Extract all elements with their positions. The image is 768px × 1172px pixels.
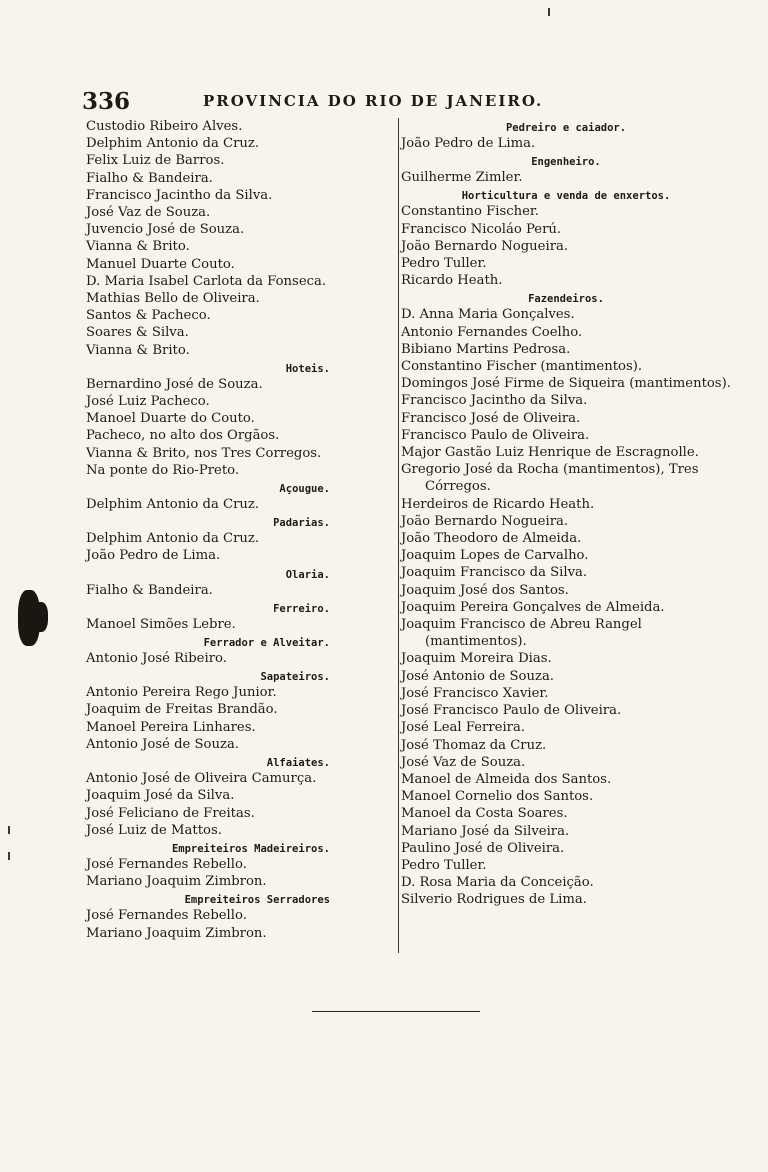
directory-entry: João Pedro de Lima. (401, 136, 536, 151)
section-heading: Hoteis. (285, 362, 330, 375)
section-heading: Olaria. (285, 568, 330, 581)
directory-entry: Francisco Jacintho da Silva. (86, 187, 273, 203)
section-heading: Horticultura e venda de enxertos. (461, 190, 671, 203)
directory-entry: Pedro Tuller. (401, 256, 487, 272)
directory-entry: Joaquim Pereira Gonçalves de Almeida. (401, 599, 665, 615)
directory-entry: Soares & Silva. (86, 325, 189, 341)
section-heading: Fazendeiros. (528, 293, 604, 306)
running-head: PROVINCIA DO RIO DE JANEIRO. (203, 92, 544, 110)
directory-entry: Delphim Antonio da Cruz. (86, 497, 260, 513)
margin-mark (548, 8, 550, 16)
directory-entry: Juvencio José de Souza. (86, 222, 245, 238)
directory-entry: Guilherme Zimler. (401, 170, 523, 186)
directory-entry: Vianna & Brito, nos Tres Corregos. (86, 445, 322, 461)
directory-entry: Vianna & Brito. (86, 342, 190, 358)
directory-entry: Delphim Antonio da Cruz. (86, 531, 260, 547)
directory-entry: Paulino José de Oliveira. (401, 840, 565, 856)
directory-entry: Francisco Paulo de Oliveira. (401, 427, 590, 443)
directory-entry: Ricardo Heath. (401, 273, 503, 289)
directory-entry: Silverio Rodrigues de Lima. (401, 892, 587, 908)
directory-entry: Francisco Jacintho da Silva. (401, 393, 588, 409)
directory-entry: Felix Luiz de Barros. (86, 153, 225, 169)
directory-entry: Joaquim Lopes de Carvalho. (401, 548, 589, 564)
directory-entry: Pedro Tuller. (401, 857, 487, 873)
directory-entry: Constantino Fischer (mantimentos). (401, 359, 643, 375)
directory-entry: José Luiz de Mattos. (86, 822, 222, 838)
directory-entry: D. Anna Maria Gonçalves. (401, 307, 575, 323)
directory-entry: Mariano Joaquim Zimbron. (86, 874, 267, 890)
right-column (401, 118, 731, 909)
directory-entry: D. Rosa Maria da Conceição. (401, 875, 594, 891)
directory-entry: Major Gastão Luiz Henrique de Escragnolle. (401, 445, 699, 461)
directory-entry: Pacheco, no alto dos Orgãos. (86, 428, 280, 444)
section-heading: Ferrador e Alveitar. (203, 637, 330, 650)
section-heading: Empreiteiros Madeireiros. (171, 842, 330, 855)
section-heading: Pedreiro e caiador. (505, 122, 627, 134)
directory-entry: Vianna & Brito. (86, 239, 190, 255)
directory-entry: Na ponte do Rio-Preto. (86, 462, 240, 478)
directory-entry: João Pedro de Lima. (86, 548, 221, 564)
directory-entry: Mariano José da Silveira. (401, 823, 570, 839)
directory-entry: Manoel da Costa Soares. (401, 806, 568, 822)
directory-entry: Antonio José Ribeiro. (86, 651, 227, 667)
directory-entry: José Vaz de Souza. (86, 205, 211, 221)
left-column (86, 118, 386, 942)
directory-entry: José Feliciano de Freitas. (86, 805, 255, 821)
section-heading: Alfaiates. (266, 757, 330, 770)
directory-entry: Constantino Fischer. (401, 204, 539, 220)
section-heading: Empreiteiros Serradores (184, 894, 330, 907)
directory-entry: Herdeiros de Ricardo Heath. (401, 496, 595, 512)
directory-entry: José Fernandes Rebello. (86, 856, 247, 872)
directory-entry: Fialho & Bandeira. (86, 582, 213, 598)
directory-entry: Manoel de Almeida dos Santos. (401, 771, 612, 787)
directory-entry: José Fernandes Rebello. (86, 908, 247, 924)
directory-entry: João Bernardo Nogueira. (401, 513, 569, 529)
directory-entry: Fialho & Bandeira. (86, 170, 213, 186)
directory-entry: Manoel Simões Lebre. (86, 616, 236, 632)
directory-entry: Santos & Pacheco. (86, 308, 211, 324)
directory-entry: Gregorio José da Rocha (mantimentos), Tres Córregos. (401, 462, 699, 495)
directory-entry: Manuel Duarte Couto. (86, 256, 235, 272)
directory-entry: José Francisco Xavier. (401, 685, 549, 701)
directory-entry: José Francisco Paulo de Oliveira. (401, 703, 622, 719)
directory-entry: Manoel Duarte do Couto. (86, 411, 255, 427)
directory-entry: José Thomaz da Cruz. (401, 737, 547, 753)
directory-entry: João Bernardo Nogueira. (401, 238, 569, 254)
ink-blot (14, 588, 50, 648)
column-divider (398, 118, 399, 953)
margin-mark (8, 852, 10, 860)
directory-entry: Bernardino José de Souza. (86, 376, 263, 392)
section-heading: Ferreiro. (273, 602, 330, 615)
directory-entry: Delphim Antonio da Cruz. (86, 136, 260, 152)
directory-entry: Bibiano Martins Pedrosa. (401, 341, 571, 357)
section-heading: Açougue. (279, 483, 330, 496)
directory-entry: D. Maria Isabel Carlota da Fonseca. (86, 273, 327, 289)
directory-entry: Joaquim Francisco da Silva. (401, 565, 588, 581)
directory-entry: Antonio Fernandes Coelho. (401, 324, 583, 340)
directory-entry: Joaquim Moreira Dias. (401, 651, 552, 667)
directory-entry: Manoel Pereira Linhares. (86, 719, 256, 735)
margin-mark (8, 826, 10, 834)
directory-entry: Antonio José de Souza. (86, 736, 239, 752)
section-heading: Engenheiro. (531, 156, 601, 169)
section-heading: Padarias. (273, 517, 330, 530)
directory-entry: Francisco José de Oliveira. (401, 410, 581, 426)
page-number: 336 (82, 88, 131, 115)
directory-entry: Joaquim José da Silva. (86, 788, 235, 804)
directory-entry: Mariano Joaquim Zimbron. (86, 925, 267, 941)
directory-entry: João Theodoro de Almeida. (401, 531, 582, 547)
directory-entry: Domingos José Firme de Siqueira (mantimentos). (401, 376, 731, 392)
directory-entry: José Luiz Pacheco. (86, 394, 210, 410)
directory-entry: Manoel Cornelio dos Santos. (401, 789, 594, 805)
directory-entry: Antonio Pereira Rego Junior. (86, 685, 277, 701)
directory-entry: Custodio Ribeiro Alves. (86, 119, 243, 134)
directory-entry: José Leal Ferreira. (401, 720, 526, 736)
section-heading: Sapateiros. (260, 671, 330, 684)
directory-entry: José Vaz de Souza. (401, 754, 526, 770)
directory-entry: José Antonio de Souza. (401, 668, 554, 684)
bottom-rule (312, 1011, 480, 1012)
directory-entry: Antonio José de Oliveira Camurça. (86, 771, 317, 787)
directory-entry: Mathias Bello de Oliveira. (86, 291, 260, 307)
directory-entry: Joaquim Francisco de Abreu Rangel (mantimentos). (401, 617, 642, 650)
directory-entry: Francisco Nicoláo Perú. (401, 221, 562, 237)
directory-entry: Joaquim José dos Santos. (401, 582, 569, 598)
directory-entry: Joaquim de Freitas Brandão. (86, 702, 278, 718)
